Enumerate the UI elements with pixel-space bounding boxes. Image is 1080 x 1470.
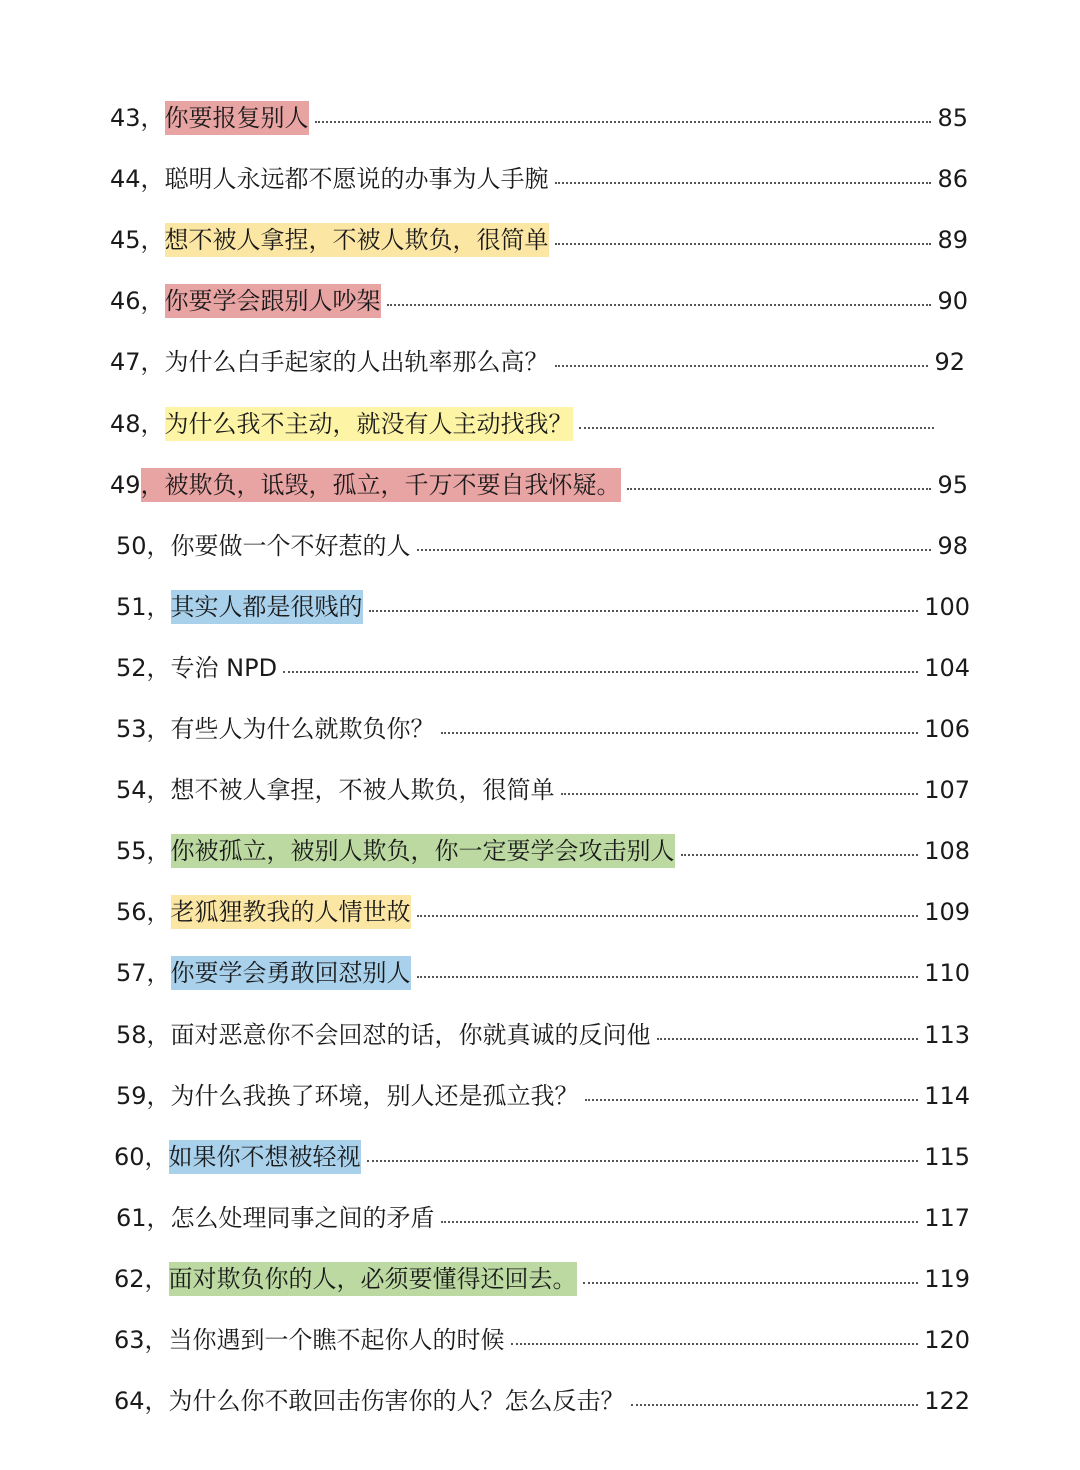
toc-entry-title: 当你遇到一个瞧不起你人的时候	[168, 1326, 505, 1354]
toc-entry-number: 54，	[116, 776, 171, 805]
toc-entry-number: 56，	[116, 898, 171, 927]
toc-entry-page: 107	[924, 776, 970, 805]
toc-leader-dots	[583, 1282, 919, 1284]
toc-entry-number: 44，	[110, 165, 165, 194]
toc-entry-title: 你要学会勇敢回怼别人	[171, 956, 411, 990]
toc-leader-dots	[555, 182, 932, 184]
toc-leader-dots	[681, 854, 919, 856]
toc-entry-number: 55，	[116, 837, 171, 866]
toc-entry[interactable]	[0, 1074, 1080, 1118]
toc-entry[interactable]	[0, 707, 1080, 751]
toc-leader-dots	[315, 121, 932, 123]
toc-entry-page: 92	[934, 348, 965, 377]
toc-entry-number: 57，	[116, 959, 171, 988]
toc-entry-title: 你要学会跟别人吵架	[165, 284, 381, 318]
toc-entry[interactable]	[0, 1196, 1080, 1240]
toc-entry-number: 60，	[114, 1142, 169, 1171]
toc-entry-title: 老狐狸教我的人情世故	[171, 895, 411, 929]
toc-entry-title: 怎么处理同事之间的矛盾	[170, 1203, 435, 1232]
toc-entry-page: 119	[924, 1264, 970, 1293]
toc-entry-page: 113	[924, 1020, 970, 1049]
toc-entry-page: 109	[924, 898, 970, 927]
toc-entry[interactable]	[0, 585, 1080, 629]
toc-entry-page: 98	[937, 531, 968, 560]
toc-entry[interactable]	[0, 1013, 1080, 1057]
toc-entry[interactable]	[0, 1379, 1080, 1423]
toc-entry-page: 95	[937, 470, 968, 499]
toc-entry[interactable]	[0, 157, 1080, 201]
toc-entry-title: 专治 NPD	[170, 653, 278, 682]
toc-entry-title: 你要做一个不好惹的人	[170, 531, 411, 560]
toc-leader-dots	[283, 671, 918, 673]
toc-entry-page: 100	[924, 592, 970, 621]
toc-leader-dots	[417, 976, 919, 978]
toc-entry[interactable]	[0, 340, 1080, 384]
toc-entry-title: 如果你不想被轻视	[169, 1140, 361, 1174]
toc-leader-dots	[627, 488, 932, 490]
toc-entry-title: 面对恶意你不会回怼的话，你就真诚的反问他	[170, 1020, 651, 1049]
toc-entry[interactable]	[0, 646, 1080, 690]
toc-entry-title: 其实人都是很贱的	[171, 590, 363, 624]
toc-entry[interactable]	[0, 279, 1080, 323]
toc-entry[interactable]	[0, 951, 1080, 995]
toc-entry-number: 61，	[116, 1203, 171, 1232]
toc-entry-page: 90	[937, 287, 968, 316]
toc-entry-title: 为什么我换了环境，别人还是孤立我？	[170, 1081, 579, 1110]
toc-entry-number: 59，	[116, 1081, 171, 1110]
toc-entry-number: 48，	[110, 409, 165, 438]
toc-entry[interactable]	[0, 1257, 1080, 1301]
toc-entry[interactable]	[0, 524, 1080, 568]
toc-entry[interactable]	[0, 218, 1080, 262]
toc-entry-title: 聪明人永远都不愿说的办事为人手腕	[164, 165, 549, 194]
toc-entry-page: 120	[924, 1326, 970, 1354]
toc-entry-number: 49	[110, 470, 141, 499]
toc-leader-dots	[555, 365, 929, 367]
toc-entry-number: 45，	[110, 226, 165, 255]
toc-leader-dots	[369, 610, 919, 612]
toc-entry-page: 110	[924, 959, 970, 988]
toc-entry-number: 46，	[110, 287, 165, 316]
toc-entry-page: 89	[937, 226, 968, 255]
toc-leader-dots	[555, 243, 932, 245]
toc-leader-dots	[631, 1404, 919, 1406]
toc-entry-title: 想不被人拿捏，不被人欺负，很简单	[165, 223, 549, 257]
toc-entry-number: 52，	[116, 653, 171, 682]
toc-entry-page: 117	[924, 1203, 970, 1232]
toc-entry-title: 面对欺负你的人，必须要懂得还回去。	[169, 1262, 577, 1296]
toc-entry[interactable]	[0, 463, 1080, 507]
toc-entry-title: 你被孤立，被别人欺负，你一定要学会攻击别人	[171, 834, 675, 868]
toc-entry-title: ，被欺负，诋毁，孤立，千万不要自我怀疑。	[141, 468, 621, 502]
toc-entry-page: 85	[937, 104, 968, 132]
toc-entry[interactable]	[0, 1318, 1080, 1362]
toc-entry-title: 为什么白手起家的人出轨率那么高？	[164, 348, 549, 377]
toc-entry-number: 64，	[114, 1387, 169, 1416]
toc-leader-dots	[585, 1099, 919, 1101]
toc-entry[interactable]	[0, 1135, 1080, 1179]
toc-entry-page: 86	[937, 165, 968, 194]
toc-entry-page: 104	[924, 653, 970, 682]
toc-leader-dots	[657, 1038, 919, 1040]
toc-entry-number: 63，	[114, 1326, 169, 1354]
toc-entry-page: 106	[924, 715, 970, 743]
toc-entry-page: 115	[924, 1142, 970, 1171]
toc-leader-dots	[441, 732, 919, 734]
toc-entry-page: 108	[924, 837, 970, 866]
toc-entry-title: 有些人为什么就欺负你？	[170, 715, 435, 743]
toc-entry-title: 为什么你不敢回击伤害你的人？怎么反击？	[168, 1387, 625, 1416]
toc-leader-dots	[511, 1343, 919, 1345]
toc-entry-number: 47，	[110, 348, 165, 377]
toc-entry-title: 为什么我不主动，就没有人主动找我？	[165, 407, 573, 441]
toc-entry-number: 50，	[116, 531, 171, 560]
toc-leader-dots	[417, 549, 932, 551]
toc-entry[interactable]	[0, 829, 1080, 873]
toc-leader-dots	[387, 304, 932, 306]
toc-entry-number: 43，	[110, 104, 165, 132]
toc-entry-page: 114	[924, 1081, 970, 1110]
toc-leader-dots	[561, 793, 919, 795]
toc-entry[interactable]	[0, 890, 1080, 934]
toc-entry-title: 你要报复别人	[165, 101, 309, 135]
toc-leader-dots	[579, 427, 934, 429]
toc-entry[interactable]	[0, 402, 1080, 446]
toc-entry-title: 想不被人拿捏，不被人欺负，很简单	[170, 776, 555, 805]
toc-entry-number: 53，	[116, 715, 171, 743]
toc-entry-number: 51，	[116, 592, 171, 621]
toc-entry[interactable]	[0, 768, 1080, 812]
toc-leader-dots	[417, 915, 919, 917]
toc-leader-dots	[441, 1221, 919, 1223]
toc-entry-number: 58，	[116, 1020, 171, 1049]
toc-entry[interactable]	[0, 96, 1080, 140]
toc-leader-dots	[367, 1160, 919, 1162]
toc-entry-number: 62，	[114, 1264, 169, 1293]
toc-entry-page: 122	[924, 1387, 970, 1416]
